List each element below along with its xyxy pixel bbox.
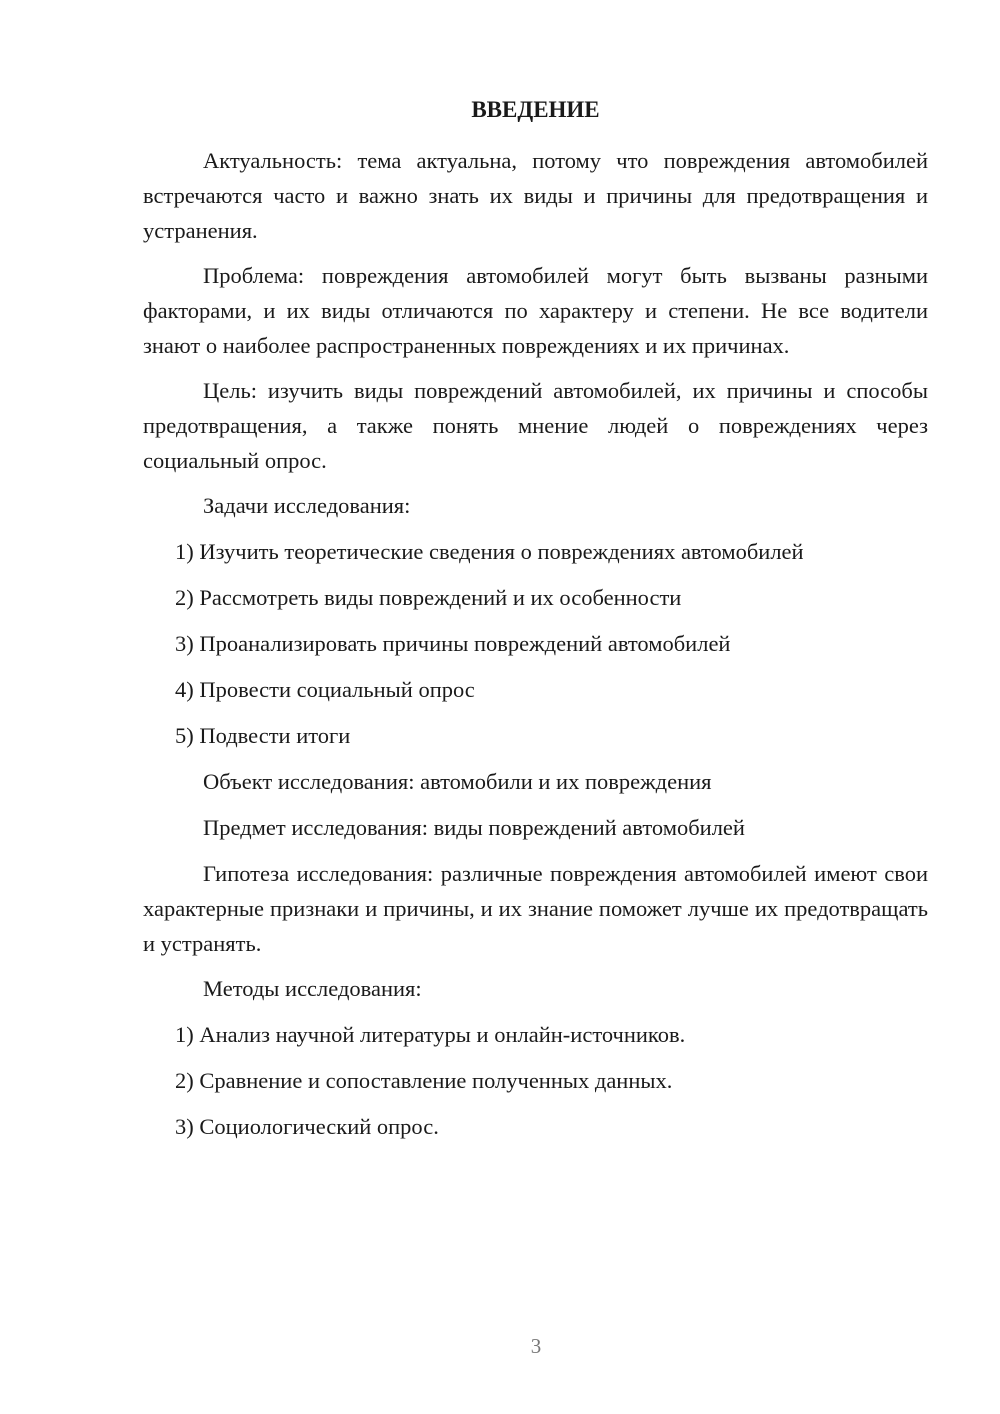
document-body <box>143 143 928 1155</box>
tasks-heading: Задачи исследования: <box>203 493 411 518</box>
method-item-2: 2) Сравнение и сопоставление полученных данных. <box>175 1068 673 1093</box>
relevance-paragraph: Актуальность: тема актуальна, потому что повреждения автомобилей встречаются часто и важно знать их виды и причины для предотвращения и устранения. <box>143 148 928 243</box>
hypothesis-paragraph: Гипотеза исследования: различные повреждения автомобилей имеют свои характерные признаки и причины, и их знание поможет лучше их предотвращать и устранять. <box>143 861 928 956</box>
method-item-3: 3) Социологический опрос. <box>175 1114 439 1139</box>
task-item-4: 4) Провести социальный опрос <box>175 677 475 702</box>
research-object: Объект исследования: автомобили и их повреждения <box>203 769 712 794</box>
methods-heading: Методы исследования: <box>203 976 422 1001</box>
page-title: ВВЕДЕНИЕ <box>471 97 600 122</box>
task-item-1: 1) Изучить теоретические сведения о повреждениях автомобилей <box>175 539 804 564</box>
problem-paragraph: Проблема: повреждения автомобилей могут быть вызваны разными факторами, и их виды отличаются по характеру и степени. Не все водители знают о наиболее распространенных повреждениях и их причинах. <box>143 263 928 358</box>
task-item-3: 3) Проанализировать причины повреждений автомобилей <box>175 631 731 656</box>
task-item-5: 5) Подвести итоги <box>175 723 351 748</box>
method-item-1: 1) Анализ научной литературы и онлайн-источников. <box>175 1022 686 1047</box>
task-item-2: 2) Рассмотреть виды повреждений и их особенности <box>175 585 682 610</box>
goal-paragraph: Цель: изучить виды повреждений автомобилей, их причины и способы предотвращения, а также понять мнение людей о повреждениях через социальный опрос. <box>143 378 928 473</box>
page-number: 3 <box>530 1334 542 1358</box>
research-subject: Предмет исследования: виды повреждений автомобилей <box>203 815 745 840</box>
